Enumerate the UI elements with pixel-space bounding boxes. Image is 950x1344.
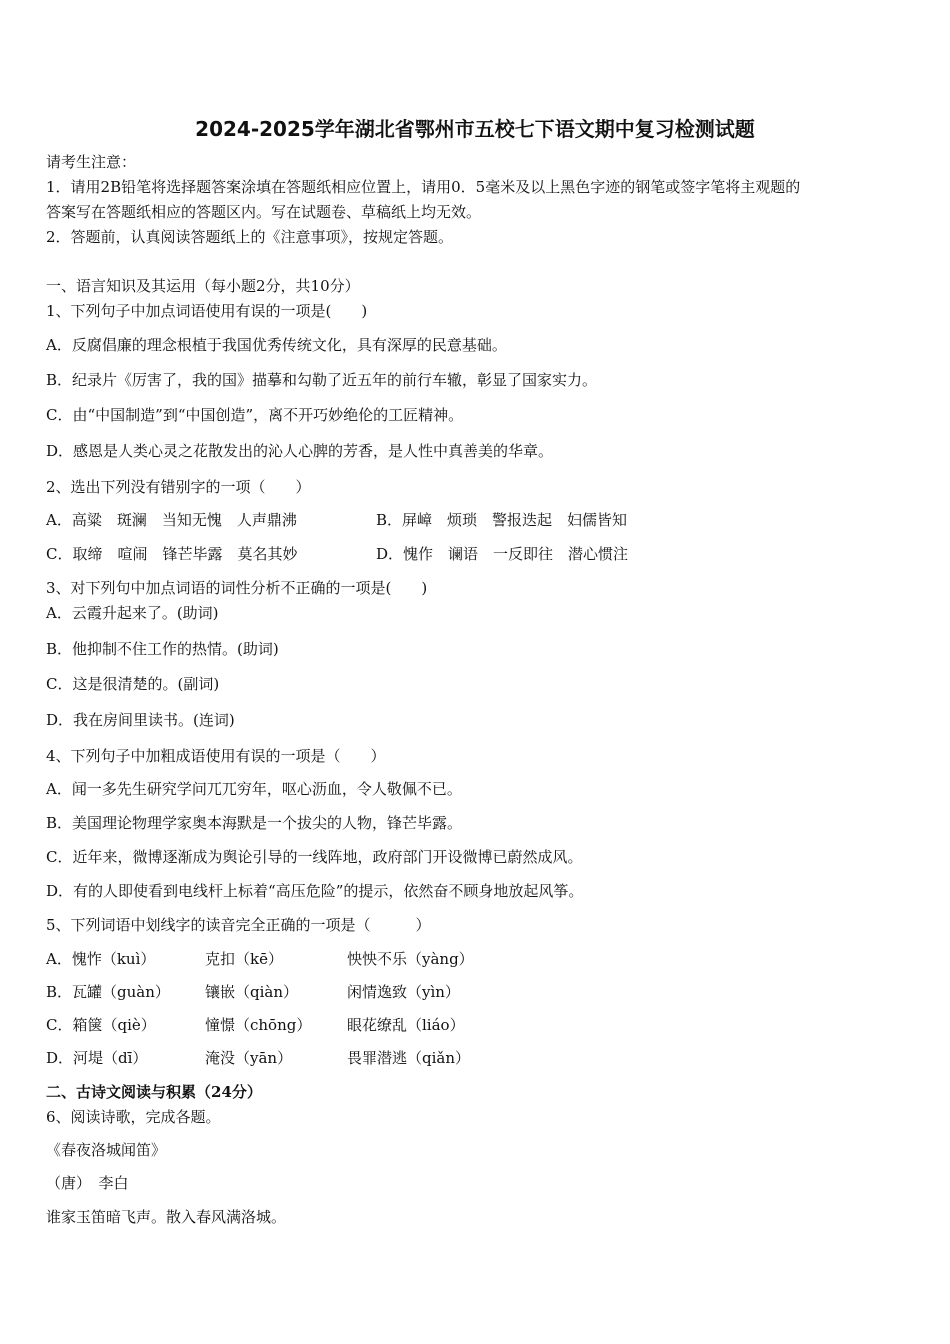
page-title: 2024-2025学年湖北省鄂州市五校七下语文期中复习检测试题 — [195, 117, 755, 141]
option-d-word2: 淹没（yān） — [205, 1049, 293, 1067]
option-c: C．这是很清楚的。(副词) — [46, 675, 220, 693]
option-b: B．他抑制不住工作的热情。(助词) — [46, 640, 279, 658]
question-stem: 6、阅读诗歌，完成各题。 — [46, 1108, 221, 1126]
poem-line: 谁家玉笛暗飞声。散入春风满洛城。 — [46, 1208, 287, 1226]
option-a: A．愧怍（kuì） — [46, 950, 156, 968]
notice-line: 1．请用2B铅笔将选择题答案涂填在答题纸相应位置上，请用0．5毫米及以上黑色字迹的钢笔或签字笔将主观题的 — [46, 178, 801, 196]
option-a: A．闻一多先生研究学问兀兀穷年，呕心沥血，令人敬佩不已。 — [46, 780, 462, 798]
option-c-word3: 眼花缭乱（liáo） — [347, 1016, 465, 1034]
question-stem: 5、下列词语中划线字的读音完全正确的一项是（ ） — [46, 916, 431, 934]
option-c: C．取缔 喧闹 锋芒毕露 莫名其妙 — [46, 545, 298, 563]
notice-line: 答案写在答题纸相应的答题区内。写在试题卷、草稿纸上均无效。 — [46, 203, 482, 221]
option-d: D．有的人即使看到电线杆上标着“高压危险”的提示，依然奋不顾身地放起风筝。 — [46, 882, 584, 900]
option-c: C．箱箧（qiè） — [46, 1016, 156, 1034]
section-heading: 二、古诗文阅读与积累（24分） — [46, 1083, 262, 1101]
option-d: D．感恩是人类心灵之花散发出的沁人心脾的芳香，是人性中真善美的华章。 — [46, 442, 554, 460]
option-b-word3: 闲情逸致（yìn） — [347, 983, 460, 1001]
option-a: A．高粱 斑澜 当知无愧 人声鼎沸 — [46, 511, 297, 529]
question-stem: 4、下列句子中加粗成语使用有误的一项是（ ） — [46, 747, 386, 765]
poem-author: （唐） 李白 — [46, 1174, 129, 1192]
option-d: D．我在房间里读书。(连词) — [46, 711, 235, 729]
option-a-word3: 怏怏不乐（yàng） — [347, 950, 474, 968]
option-c: C．近年来，微博逐渐成为舆论引导的一线阵地，政府部门开设微博已蔚然成风。 — [46, 848, 583, 866]
option-c: C．由“中国制造”到“中国创造”，离不开巧妙绝伦的工匠精神。 — [46, 406, 464, 424]
notice-heading: 请考生注意： — [46, 153, 137, 171]
option-b: B．美国理论物理学家奥本海默是一个拔尖的人物，锋芒毕露。 — [46, 814, 463, 832]
option-b: B．纪录片《厉害了，我的国》描摹和勾勒了近五年的前行车辙，彰显了国家实力。 — [46, 371, 598, 389]
question-stem: 3、对下列句中加点词语的词性分析不正确的一项是( ) — [46, 579, 428, 597]
poem-title: 《春夜洛城闻笛》 — [46, 1141, 167, 1159]
option-d: D．河堤（dī） — [46, 1049, 148, 1067]
option-b-word2: 镶嵌（qiàn） — [205, 983, 299, 1001]
question-stem: 1、下列句子中加点词语使用有误的一项是( ) — [46, 302, 368, 320]
notice-line: 2．答题前，认真阅读答题纸上的《注意事项》，按规定答题。 — [46, 228, 454, 246]
section-heading: 一、语言知识及其运用（每小题2分，共10分） — [46, 277, 360, 295]
question-stem: 2、选出下列没有错别字的一项（ ） — [46, 478, 311, 496]
option-d-word3: 畏罪潜逃（qiǎn） — [347, 1049, 471, 1067]
option-c-word2: 憧憬（chōng） — [205, 1016, 312, 1034]
option-a: A．云霞升起来了。(助词) — [46, 604, 219, 622]
option-b: B．屏嶂 烦琐 警报迭起 妇儒皆知 — [376, 511, 628, 529]
option-a: A．反腐倡廉的理念根植于我国优秀传统文化，具有深厚的民意基础。 — [46, 336, 507, 354]
option-b: B．瓦罐（guàn） — [46, 983, 170, 1001]
option-d: D．愧作 谰语 一反即往 潜心惯注 — [376, 545, 629, 563]
option-a-word2: 克扣（kē） — [205, 950, 283, 968]
